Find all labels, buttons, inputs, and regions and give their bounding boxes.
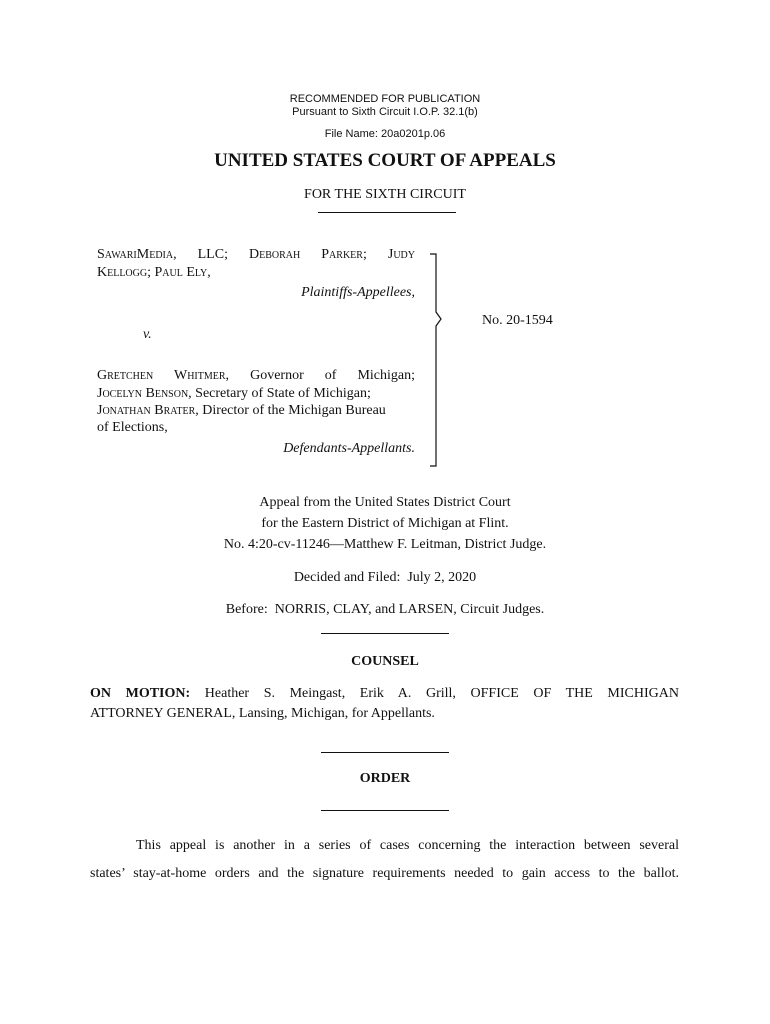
case-number: No. 20-1594 [482,313,553,328]
versus: v. [143,327,152,342]
plaintiffs-line-1: SawariMedia, LLC; Deborah Parker; Judy [97,247,416,262]
defendants-line-2: Jocelyn Benson, Secretary of State of Michigan; [97,386,371,401]
iop-notice: Pursuant to Sixth Circuit I.O.P. 32.1(b) [292,106,478,118]
party-name: Deborah Parker [249,247,363,262]
caption-bracket [424,250,448,472]
party-name: Judy [387,247,416,262]
plaintiffs-role: Plaintiffs-Appellees, [301,285,415,300]
order-paragraph-line-1: This appeal is another in a series of cases concerning the interaction between several [136,838,679,853]
counsel-label: ON MOTION: [90,686,191,701]
counsel-heading: COUNSEL [351,654,419,669]
appeal-line-3: No. 4:20-cv-11246—Matthew F. Leitman, District Judge. [223,537,547,552]
file-name: File Name: 20a0201p.06 [324,128,446,140]
court-circuit: FOR THE SIXTH CIRCUIT [304,187,466,202]
counsel-line-2: ATTORNEY GENERAL, Lansing, Michigan, for Appellants. [90,706,435,721]
party-name: SawariMedia [97,247,174,262]
order-heading: ORDER [359,771,411,786]
decided-date: Decided and Filed: July 2, 2020 [293,570,477,585]
defendants-line-4: of Elections, [97,420,168,435]
panel-judges: Before: NORRIS, CLAY, and LARSEN, Circuit Judges. [225,602,545,617]
appeal-line-2: for the Eastern District of Michigan at Flint. [261,516,509,531]
defendants-role: Defendants-Appellants. [283,441,415,456]
party-name: Gretchen Whitmer [97,368,226,383]
publication-notice: RECOMMENDED FOR PUBLICATION [289,93,481,105]
counsel-line-1: ON MOTION: Heather S. Meingast, Erik A. Grill, OFFICE OF THE MICHIGAN [90,686,679,701]
order-paragraph-line-2: states’ stay-at-home orders and the signature requirements needed to gain access to the ballot. [90,866,679,881]
plaintiffs-line-2: Kellogg; Paul Ely, [97,265,211,280]
appeal-line-1: Appeal from the United States District Court [259,495,511,510]
order-divider-bottom [321,810,449,811]
title-divider [318,212,456,213]
defendants-line-1: Gretchen Whitmer, Governor of Michigan; [97,368,416,383]
party-name: Jonathan Brater [97,403,196,418]
defendants-line-3: Jonathan Brater, Director of the Michigan Bureau [97,403,386,418]
party-name: Jocelyn Benson [97,386,189,401]
order-divider-top [321,752,449,753]
court-title: UNITED STATES COURT OF APPEALS [214,150,556,171]
panel-divider [321,633,449,634]
